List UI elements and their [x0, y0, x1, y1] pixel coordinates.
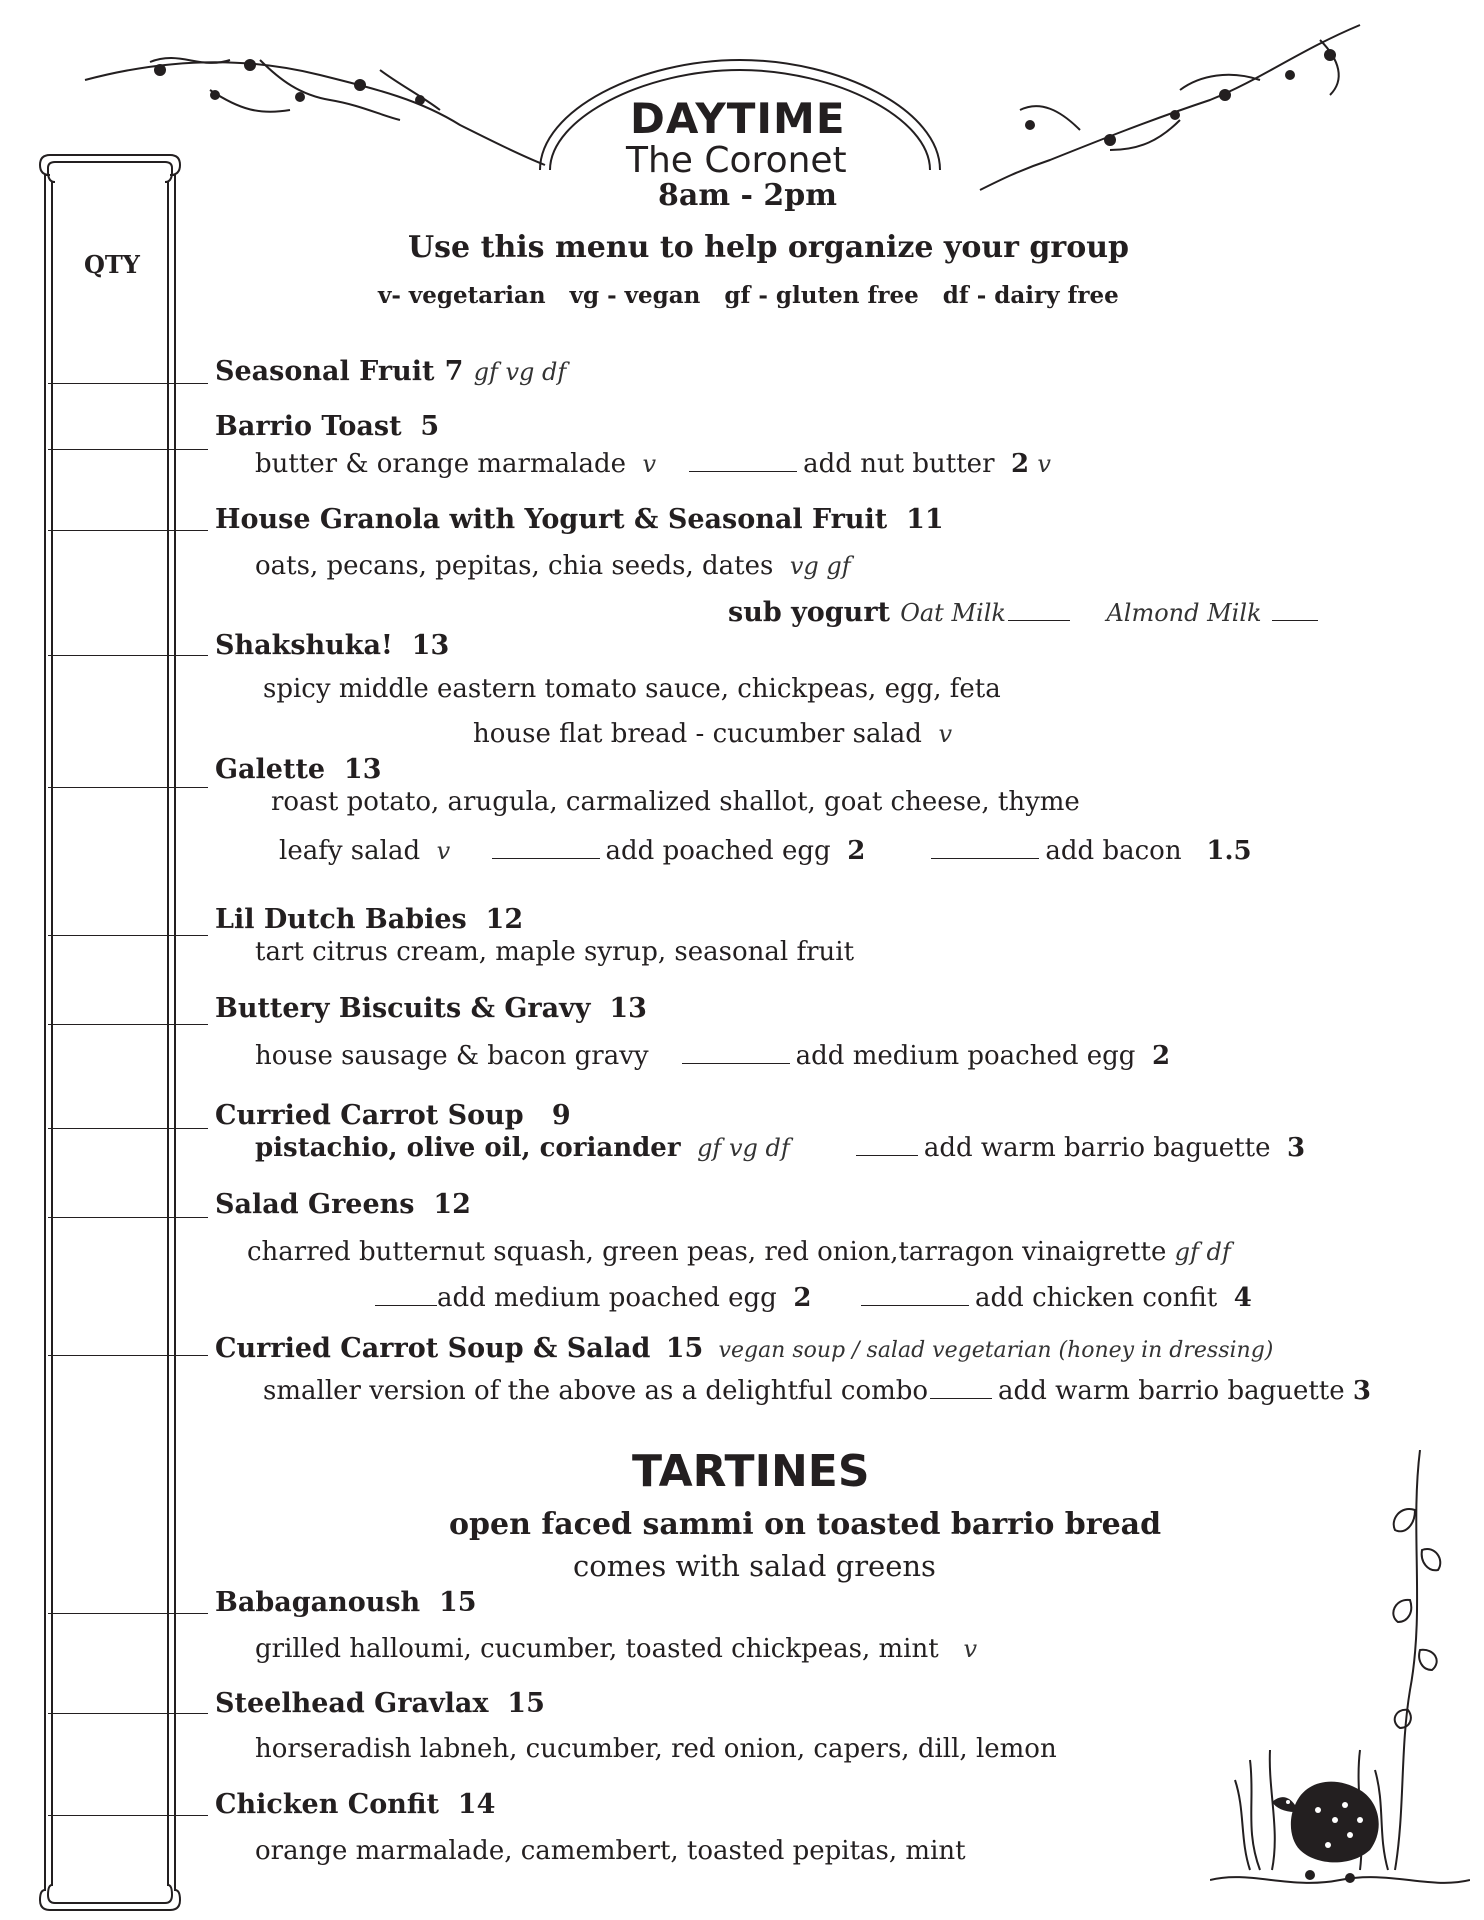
menu-item-granola: House Granola with Yogurt & Seasonal Fruit 11: [215, 504, 944, 535]
menu-hours: 8am - 2pm: [658, 178, 837, 213]
addon-checkbox-line[interactable]: [689, 451, 797, 472]
biscuits-desc: house sausage & bacon gravy add medium poached egg 2: [255, 1041, 1171, 1071]
soup-salad-desc: smaller version of the above as a delightful combo add warm barrio baguette 3: [263, 1376, 1372, 1406]
shakshuka-desc: spicy middle eastern tomato sauce, chickpeas, egg, feta: [263, 674, 1001, 704]
chicken-confit-desc: orange marmalade, camembert, toasted pepitas, mint: [255, 1836, 966, 1866]
tartines-note: comes with salad greens: [573, 1549, 936, 1583]
diet-legend: v- vegetarian vg - vegan gf - gluten free df - dairy free: [378, 282, 1119, 309]
granola-sub-options: sub yogurt Oat Milk Almond Milk: [728, 597, 1324, 628]
addon-checkbox-line[interactable]: [682, 1043, 790, 1064]
dutch-babies-desc: tart citrus cream, maple syrup, seasonal fruit: [255, 937, 855, 967]
menu-item-chicken-confit: Chicken Confit 14: [215, 1789, 496, 1820]
menu-item-barrio-toast: Barrio Toast 5: [215, 411, 440, 442]
salad-greens-desc: charred butternut squash, green peas, red onion,tarragon vinaigrette gf df: [247, 1237, 1231, 1267]
qty-column-frame: [30, 150, 190, 1920]
menu-item-salad-greens: Salad Greens 12: [215, 1189, 471, 1220]
menu-instruction: Use this menu to help organize your group: [408, 230, 1129, 265]
qty-header: QTY: [84, 250, 140, 279]
qty-line[interactable]: [48, 1815, 208, 1816]
qty-line[interactable]: [48, 1217, 208, 1218]
menu-item-biscuits: Buttery Biscuits & Gravy 13: [215, 993, 647, 1024]
carrot-soup-desc: pistachio, olive oil, coriander gf vg df add warm barrio baguette 3: [255, 1133, 1306, 1163]
menu-item-babaganoush: Babaganoush 15: [215, 1587, 477, 1618]
qty-line[interactable]: [48, 1613, 208, 1614]
quail-illustration: [1210, 1450, 1470, 1910]
qty-line[interactable]: [48, 935, 208, 936]
qty-line[interactable]: [48, 787, 208, 788]
addon-checkbox-line[interactable]: [375, 1285, 437, 1306]
qty-line[interactable]: [48, 655, 208, 656]
sub-oat-milk-line[interactable]: [1008, 600, 1070, 621]
tartines-subtitle: open faced sammi on toasted barrio bread: [449, 1507, 1162, 1542]
addon-checkbox-line[interactable]: [931, 838, 1039, 859]
menu-item-dutch-babies: Lil Dutch Babies 12: [215, 904, 524, 935]
restaurant-name: The Coronet: [626, 140, 847, 181]
addon-checkbox-line[interactable]: [856, 1135, 918, 1156]
granola-desc: oats, pecans, pepitas, chia seeds, dates vg gf: [255, 551, 851, 581]
galette-addons: leafy salad v add poached egg 2 add bacon 1.5: [279, 836, 1252, 866]
babaganoush-desc: grilled halloumi, cucumber, toasted chickpeas, mint v: [255, 1634, 978, 1664]
menu-item-carrot-soup: Curried Carrot Soup 9: [215, 1100, 571, 1131]
gravlax-desc: horseradish labneh, cucumber, red onion, capers, dill, lemon: [255, 1734, 1057, 1764]
menu-item-galette: Galette 13: [215, 754, 382, 785]
qty-line[interactable]: [48, 1128, 208, 1129]
qty-line[interactable]: [48, 1713, 208, 1714]
addon-checkbox-line[interactable]: [492, 838, 600, 859]
qty-line[interactable]: [48, 449, 208, 450]
shakshuka-desc2: house flat bread - cucumber salad v: [473, 719, 952, 749]
section-title-tartines: TARTINES: [632, 1446, 870, 1497]
galette-desc: roast potato, arugula, carmalized shallot, goat cheese, thyme: [271, 787, 1080, 817]
page-title: DAYTIME: [630, 94, 846, 143]
addon-checkbox-line[interactable]: [930, 1378, 992, 1399]
qty-line[interactable]: [48, 1024, 208, 1025]
menu-item-shakshuka: Shakshuka! 13: [215, 630, 450, 661]
qty-line[interactable]: [48, 383, 208, 384]
salad-greens-addons: add medium poached egg 2 add chicken confit 4: [375, 1283, 1252, 1313]
sub-almond-milk-line[interactable]: [1272, 600, 1318, 621]
menu-item-soup-salad: Curried Carrot Soup & Salad 15 vegan soup / salad vegetarian (honey in dressing): [215, 1333, 1274, 1364]
menu-item-gravlax: Steelhead Gravlax 15: [215, 1688, 545, 1719]
qty-line[interactable]: [48, 1355, 208, 1356]
addon-checkbox-line[interactable]: [861, 1285, 969, 1306]
menu-item-seasonal-fruit: Seasonal Fruit 7 gf vg df: [215, 356, 567, 387]
barrio-toast-desc: butter & orange marmalade v add nut butter 2 v: [255, 449, 1051, 479]
qty-line[interactable]: [48, 530, 208, 531]
